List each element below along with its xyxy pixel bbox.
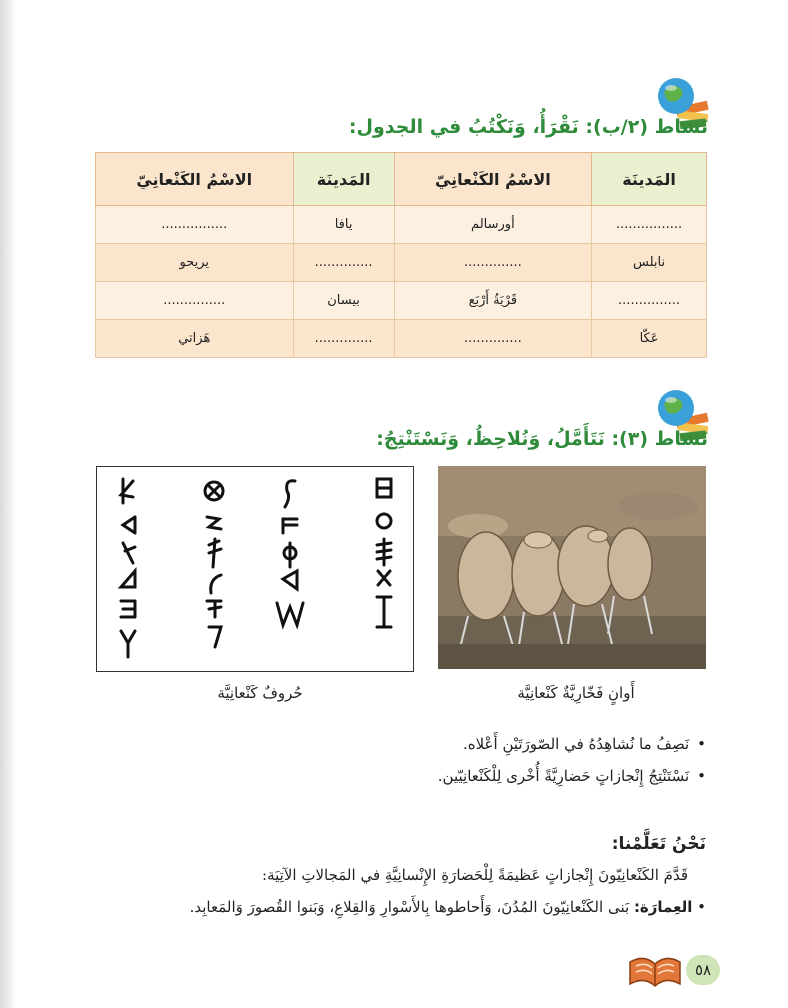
table-header-row [96, 153, 707, 206]
architecture-label: العِمارَة: [633, 898, 693, 916]
table-cell: عَكّا [592, 320, 707, 358]
we-learned-heading: نَحْنُ تَعَلَّمْنا: [611, 834, 706, 854]
table-row [96, 320, 707, 358]
table-cell: قَرْيَةُ أَرْبَع [394, 282, 591, 320]
table-cell: ................ [592, 206, 707, 244]
bullet-dot: • [697, 767, 706, 785]
table-row [96, 282, 707, 320]
open-book-icon [626, 950, 684, 990]
table-cell: .............. [394, 320, 591, 358]
header-canaanite-name: الاسْمُ الكَنْعانِيّ [394, 153, 591, 206]
header-canaanite-name: الاسْمُ الكَنْعانِيّ [96, 153, 294, 206]
pottery-caption: أَوانٍ فَخّارِيَّةٌ كَنْعانِيَّة [517, 684, 635, 702]
header-city: المَدينَة [293, 153, 394, 206]
table-cell: ................ [96, 206, 294, 244]
pottery-jars-image [438, 466, 706, 669]
table-cell: نابلس [592, 244, 707, 282]
table-row [96, 206, 707, 244]
table-cell: .............. [293, 320, 394, 358]
list-item [86, 760, 706, 792]
bullet-text: نَسْتَنْتِجُ إِنْجازاتٍ حَضارِيَّةً أُخْرى لِلْكَنْعانِيّين. [437, 767, 690, 785]
table-cell: أورسالم [394, 206, 591, 244]
table-cell: هَزاتي [96, 320, 294, 358]
table-cell: .............. [293, 244, 394, 282]
bullet-text: نَصِفُ ما نُشاهِدُهُ في الصّورَتَيْنِ أَعْلاه. [462, 735, 690, 753]
header-city: المَدينَة [592, 153, 707, 206]
table-cell: ............... [96, 282, 294, 320]
architecture-text: بَنى الكَنْعانِيّونَ المُدُنَ، وَأَحاطوها بِالأَسْوارِ وَالقِلاعِ، وَبَنوا القُصورَ وَالمَعابِد. [189, 898, 630, 916]
letters-caption: حُروفٌ كَنْعانِيَّة [217, 684, 303, 702]
page-edge [0, 0, 16, 1008]
page-number: ٥٨ [686, 955, 720, 985]
canaanite-letters-figure [96, 466, 414, 672]
activity-3-bullets [86, 728, 706, 792]
canaanite-pottery-photo [438, 466, 706, 669]
bullet-dot: • [697, 735, 706, 753]
cities-table [95, 152, 707, 358]
table-row [96, 244, 707, 282]
table-cell: .............. [394, 244, 591, 282]
architecture-item [190, 898, 706, 916]
we-learned-intro: قَدَّمَ الكَنْعانِيّونَ إِنْجازاتٍ عَظيمَةً لِلْحَضارَةِ الإِنْسانِيَّةِ في المَجالاتِ الآتِيَة: [262, 866, 688, 884]
table-cell: ............... [592, 282, 707, 320]
canaanite-letters-drawing [97, 467, 413, 671]
bullet-dot: • [697, 898, 706, 916]
activity-3-title: نَشاط (٣): نَتَأَمَّلُ، وَنُلاحِظُ، وَنَسْتَنْتِجُ: [376, 428, 708, 450]
activity-2b-title: نَشاط (٢/ب): نَقْرَأُ، وَنَكْتُبُ في الجدول: [348, 116, 708, 138]
table-cell: يافا [293, 206, 394, 244]
table-cell: يريحو [96, 244, 294, 282]
table-cell: بيسان [293, 282, 394, 320]
list-item [86, 728, 706, 760]
